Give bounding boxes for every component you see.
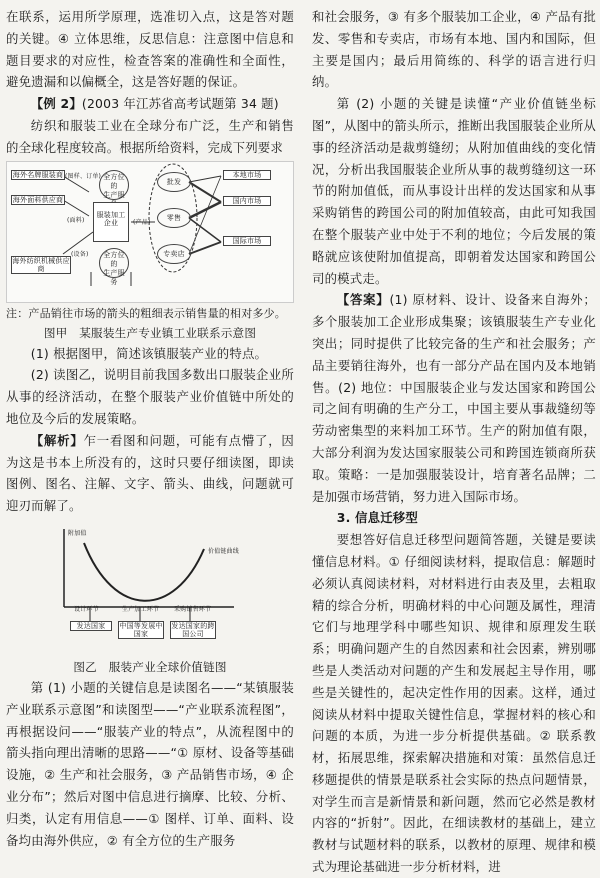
stage-design: 设计环节 xyxy=(74,605,99,613)
answer-paragraph xyxy=(312,289,596,507)
value-chain-curve-label: 价值链曲线 xyxy=(208,547,240,555)
figure-a-caption: 图甲 某服装生产专业镇工业联系示意图 xyxy=(43,325,257,340)
domestic-market-box: 国内市场 xyxy=(223,196,271,206)
figure-b-caption: 图乙 服装产业全球价值链图 xyxy=(73,659,227,674)
service-circle-top-line1: 全方位的 xyxy=(103,172,125,190)
service-circle-top-line2: 生产服 xyxy=(103,190,125,199)
developed-countries-box: 发达国家 xyxy=(70,621,112,631)
garment-factory-box: 服装加工企业 xyxy=(93,202,129,242)
answer-text: (1) 原材料、设计、设备来自海外；多个服装加工企业形成集聚；该镇服装生产专业化突出；同时提供了比较完备的生产和社会服务；产品主要销往海外，也有一部分产品在国内及本地销售。(2) 地位：中国服装企业与发达国家和跨国公司之间有明确的生产分工，中国主要从事裁缝纫等劳动密集型的来料加工环节。生产的附加值有限，大部分利润为发达国家服装公司和跨国连锁商所获取。策略：一是加强服装设计，培育著名品牌；二是加强市场营销，努力进入国际市场。 xyxy=(312,292,596,504)
right-paragraph-1: 和社会服务，③ 有多个服装加工企业，④ 产品有批发、零售和专卖店，市场有本地、国内和国际，但主要是国内；最后用简练的、科学的语言进行归纳。 xyxy=(312,9,596,90)
retail-oval: 零售 xyxy=(157,208,191,228)
analysis-text: 乍一看图和问题，可能有点懵了，因为这是书本上所没有的，这时只要仔细读图，即读图例、图名、注解、文字、箭头、曲线，问题就可迎刃而解了。 xyxy=(6,432,294,514)
analysis-paragraph xyxy=(6,430,294,517)
left-column xyxy=(6,6,294,851)
example-heading xyxy=(6,93,294,115)
stage-production: 生产加工环节 xyxy=(122,605,160,613)
stage-sales: 采购销售环节 xyxy=(174,605,212,613)
overseas-machinery-box: 海外纺织机械供应商 xyxy=(12,256,70,273)
value-axis-label: 附加值 xyxy=(68,529,87,537)
service-circle-top xyxy=(99,170,129,200)
example-source: (2003 年江苏省高考试题第 34 题) xyxy=(81,96,279,112)
example-prompt: 纺织和服装工业在全球分布广泛，生产和销售的全球化程度较高。根据所给资料，完成下列要求 xyxy=(6,117,294,155)
answer-label: 【答案】 xyxy=(336,292,390,308)
example-label: 【例 2】 xyxy=(30,96,82,112)
label-patterns-orders: (图样、订单) xyxy=(65,172,102,180)
question-2: (2) 读图乙，说明目前我国多数出口服装企业所从事的经济活动，在整个服装产业价值链中所处的地位及今后的发展策略。 xyxy=(6,367,294,426)
service-circle-bottom xyxy=(99,248,129,286)
wholesale-oval: 批发 xyxy=(157,172,191,192)
figure-a-note: 注：产品销往市场的箭头的粗细表示销售量的相对多少。 xyxy=(6,306,286,320)
left-paragraph-1: 在联系，运用所学原理，选准切入点，这是答对题的关键。④ 立体思维，反思信息：注意图中信息和题目要求的对应性，检查答案的准确性和全面性，避免遗漏和以偏概全，这是答好题的保证。 xyxy=(6,9,294,90)
overseas-brand-box: 海外名牌服装商 xyxy=(12,170,64,179)
analysis-label: 【解析】 xyxy=(30,432,84,448)
overseas-fabric-box: 海外面料供应商 xyxy=(12,195,64,204)
section-heading: 3. 信息迁移型 xyxy=(336,510,418,526)
label-fabric: (面料) xyxy=(67,216,85,224)
left-paragraph-3: 第 (1) 小题的关键信息是读图名——“某镇服装产业联系示意图”和读图型——“产业联系流程图”，再根据设问——“服装产业的特点”，从流程图中的箭头指向理出清晰的思路——“① 原材、设备等基础设施，② 生产和社会服务，③ 产品销售市场，④ 企业分布”；然后对图中信息进行摘摩、比较、分析、归类，认定有用信息——① 图样、订单、面料、设备均由海外供应，② 有全方位的生产服务 xyxy=(6,679,294,848)
local-market-box: 本地市场 xyxy=(223,170,271,180)
right-paragraph-2: 第 (2) 小题的关键是读懂“产业价值链坐标图”，从图中的箭头所示，推断出我国服装企业所从事的经济活动是裁剪缝纫；从附加值曲线的变化情况，分析出我国服装企业所从事的裁剪缝纫这一环节的附加值低，而从事设计出样的发达国家和从事采购销售的跨国公司的附加值较高，由此可知我国在整个服装产业中处于不利的地位；今后发展的策略就应该使附加值提高，即朝着发达国家和跨国公司的模式走。 xyxy=(312,96,596,286)
right-column xyxy=(312,6,596,878)
developing-countries-box: 中国等发展中国家 xyxy=(119,621,163,638)
label-product: (产品) xyxy=(133,218,151,226)
multinational-box: 发达国家的跨国公司 xyxy=(171,621,215,638)
service-circle-bottom-line2: 生产服务 xyxy=(103,268,125,286)
question-1: (1) 根据图甲，简述该镇服装产业的特点。 xyxy=(30,345,268,361)
right-paragraph-3: 要想答好信息迁移型问题简答题，关键是要读懂信息材料。① 仔细阅读材料，提取信息：解题时必须认真阅读材料，对材料进行由表及里，去粗取精的综合分析，明确材料的中心问题及属性，理清它们与地理学科中哪些知识、规律和原理发生联系；明确问题产生的自然因素和社会因素，辨别哪些是人类活动对问题的产生和发展起主导作用，哪些是关键性的，起决定性作用的因素。这样，通过阅读从材料中提取关键性信息，掌握材料的核心和问题的本质，为进一步分析提供基础。② 联系教材，拓展思维，探索解决措施和对策：虽然信息迁移题提供的情景是联系社会实际的热点问题情景，对学生而言是新情景和新问题，然而它必然是教材内容的“折射”。因此，在细读教材的基础上，建立教材与试题材料的联系，以教材的原理、规律和模式为理论基础进一步分析材料，进 xyxy=(312,532,596,875)
label-equipment: (设备) xyxy=(71,250,89,258)
service-circle-bottom-line1: 全方位的 xyxy=(103,250,125,268)
figure-b-diagram xyxy=(44,523,256,655)
specialty-store-oval: 专卖店 xyxy=(157,244,191,264)
international-market-box: 国际市场 xyxy=(223,236,271,246)
figure-a-diagram xyxy=(6,161,294,303)
